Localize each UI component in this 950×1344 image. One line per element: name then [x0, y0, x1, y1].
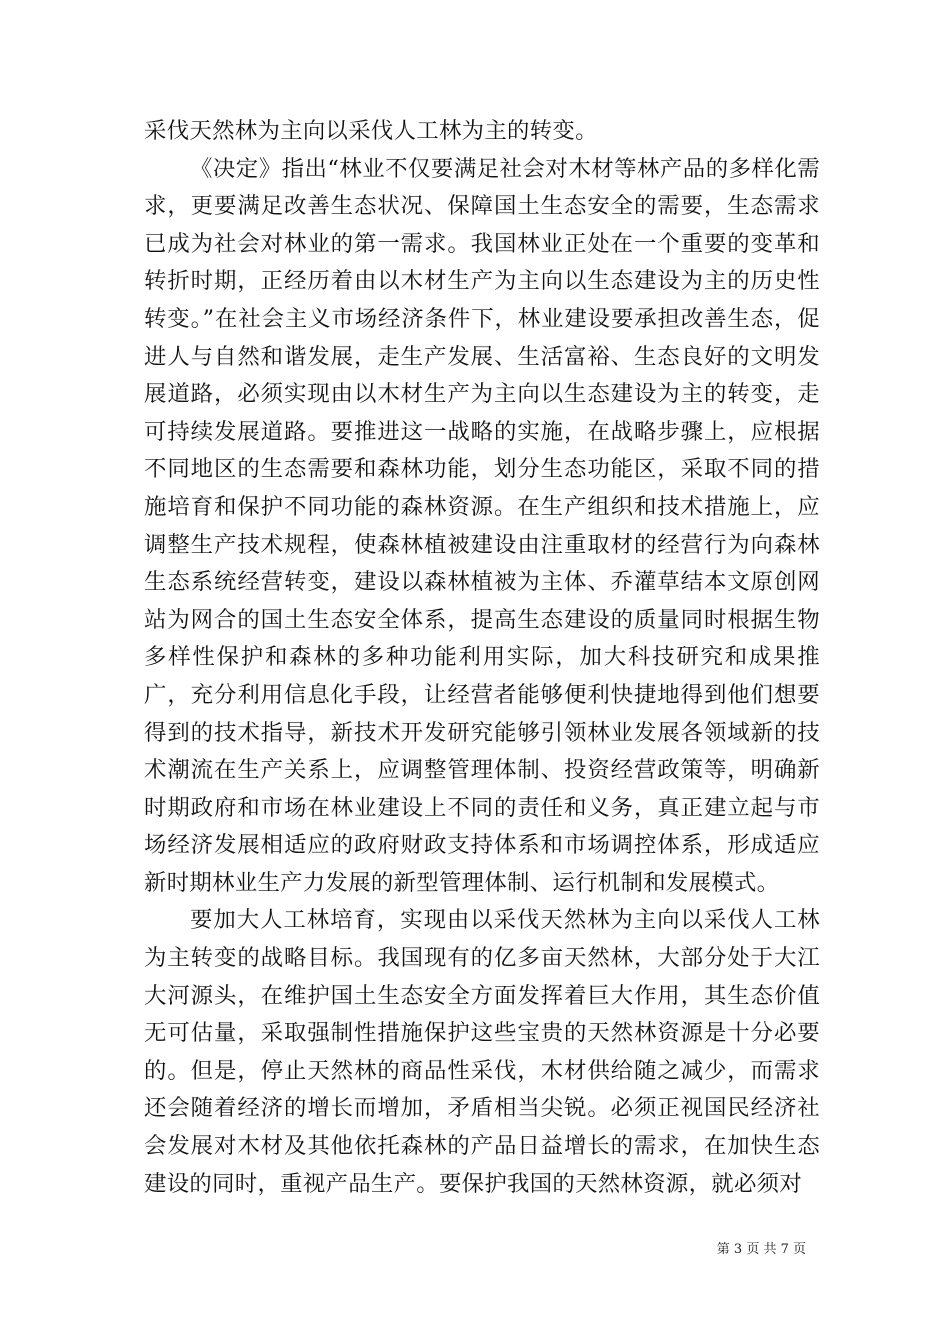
- paragraph-1: 采伐天然林为主向以采伐人工林为主的转变。: [144, 118, 598, 144]
- page-number-footer: 第 3 页 共 7 页: [716, 1242, 806, 1257]
- paragraph-3: 要加大人工林培育，实现由以采伐天然林为主向以采伐人工林为主转变的战略目标。我国现有的亿多亩天然林，大部分处于大江大河源头，在维护国土生态安全方面发挥着巨大作用，其生态价值无可估量，采取强制性措施保护这些宝贵的天然林资源是十分必要的。但是，停止天然林的商品性采伐，木材供给随之减少，而需求还会随着经济的增长而增加，矛盾相当尖锐。必须正视国民经济社会发展对木材及其他依托森林的产品日益增长的需求，在加快生态建设的同时，重视产品生产。要保护我国的天然林资源，就必须对: [144, 907, 820, 1197]
- paragraph-2: 《决定》指出“林业不仅要满足社会对木材等林产品的多样化需求，更要满足改善生态状况、保障国土生态安全的需要，生态需求已成为社会对林业的第一需求。我国林业正处在一个重要的变革和转折时期，正经历着由以木材生产为主向以生态建设为主的历史性转变。”在社会主义市场经济条件下，林业建设要承担改善生态，促进人与自然和谐发展，走生产发展、生活富裕、生态良好的文明发展道路，必须实现由以木材生产为主向以生态建设为主的转变，走可持续发展道路。要推进这一战略的实施，在战略步骤上，应根据不同地区的生态需要和森林功能，划分生态功能区，采取不同的措施培育和保护不同功能的森林资源。在生产组织和技术措施上，应调整生产技术规程，使森林植被建设由注重取材的经营行为向森林生态系统经营转变，建设以森林植被为主体、乔灌草结本文原创网站为网合的国土生态安全体系，提高生态建设的质量同时根据生物多样性保护和森林的多种功能利用实际，加大科技研究和成果推广，充分利用信息化手段，让经营者能够便利快捷地得到他们想要得到的技术指导，新技术开发研究能够引领林业发展各领域新的技术潮流在生产关系上，应调整管理体制、投资经营政策等，明确新时期政府和市场在林业建设上不同的责任和义务，真正建立起与市场经济发展相适应的政府财政支持体系和市场调控体系，形成适应新时期林业生产力发展的新型管理体制、运行机制和发展模式。: [144, 155, 820, 896]
- document-body: [144, 113, 820, 1203]
